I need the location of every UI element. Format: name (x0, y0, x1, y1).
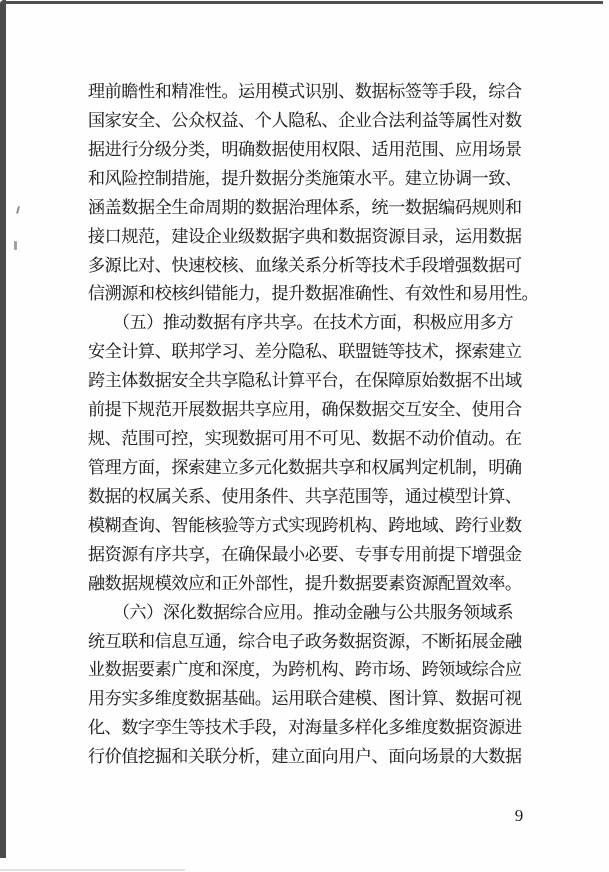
text-line: 安全计算、联邦学习、差分隐私、联盟链等技术，探索建立 (88, 342, 522, 362)
text-line: 行价值挖掘和关联分析，建立面向用户、面向场景的大数据 (88, 747, 522, 767)
text-line: 规、范围可控，实现数据可用不可见、数据不动价值动。在 (88, 429, 522, 449)
text-line: 跨主体数据安全共享隐私计算平台，在保障原始数据不出域 (88, 371, 522, 391)
text-line: 模糊查询、智能核验等方式实现跨机构、跨地域、跨行业数 (88, 515, 522, 535)
scan-edge-top (0, 1, 603, 4)
text-line: 业数据要素广度和深度，为跨机构、跨市场、跨领域综合应 (88, 660, 522, 680)
text-line: 理前瞻性和精准性。运用模式识别、数据标签等手段，综合 (88, 82, 522, 101)
text-line: 据资源有序共享，在确保最小必要、专事专用前提下增强金 (88, 544, 522, 564)
scan-speck (14, 241, 17, 250)
scan-edge-left (0, 0, 6, 858)
text-line: 化、数字孪生等技术手段，对海量多样化多维度数据资源进 (88, 718, 522, 738)
text-line: 国家安全、公众权益、个人隐私、企业合法利益等属性对数 (88, 110, 522, 130)
text-line: （五）推动数据有序共享。在技术方面，积极应用多方 (88, 313, 514, 333)
text-line: 多源比对、快速校核、血缘关系分析等技术手段增强数据可 (88, 255, 522, 275)
scan-speck (16, 206, 20, 214)
text-line: 统互联和信息互通，综合电子政务数据资源，不断拓展金融 (88, 631, 522, 651)
text-line: 用夯实多维度数据基础。运用联合建模、图计算、数据可视 (88, 689, 522, 709)
page-number: 9 (514, 806, 524, 825)
body-text (88, 78, 538, 772)
text-line: 数据的权属关系、使用条件、共享范围等，通过模型计算、 (88, 486, 522, 506)
text-line: 管理方面，探索建立多元化数据共享和权属判定机制，明确 (88, 457, 522, 477)
text-line: 涵盖数据全生命周期的数据治理体系，统一数据编码规则和 (88, 197, 522, 217)
text-line: 融数据规模效应和正外部性，提升数据要素资源配置效率。 (88, 573, 522, 593)
text-line: 和风险控制措施，提升数据分类施策水平。建立协调一致、 (88, 168, 522, 188)
text-line: 接口规范，建设企业级数据字典和数据资源目录，运用数据 (88, 226, 522, 246)
text-line: 前提下规范开展数据共享应用，确保数据交互安全、使用合 (88, 400, 522, 420)
scan-edge-bottom (0, 869, 185, 871)
text-line: 据进行分级分类，明确数据使用权限、适用范围、应用场景 (88, 139, 522, 159)
text-line: 信溯源和校核纠错能力，提升数据准确性、有效性和易用性。 (88, 284, 539, 304)
text-line: （六）深化数据综合应用。推动金融与公共服务领域系 (88, 602, 514, 622)
